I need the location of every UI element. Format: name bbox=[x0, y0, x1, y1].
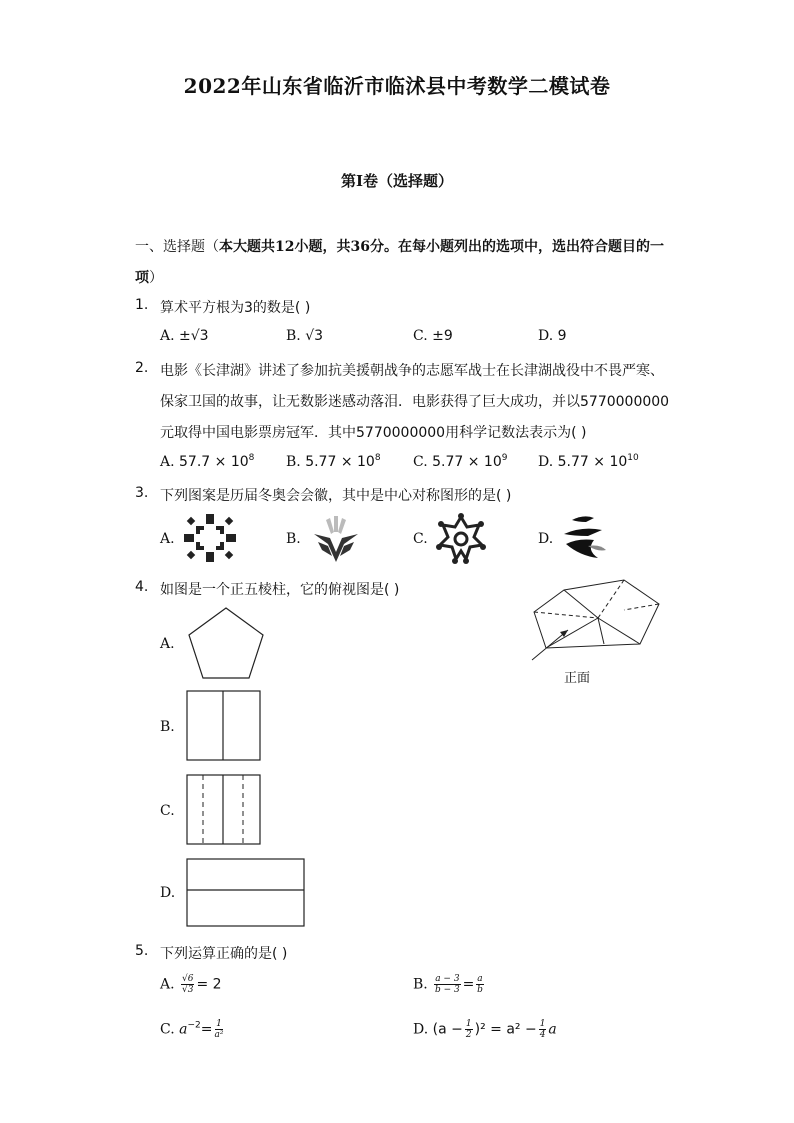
q4-option-a-label[interactable]: A. bbox=[160, 636, 175, 652]
q5-option-c[interactable] bbox=[160, 1019, 225, 1040]
q2-a-exponent: 8 bbox=[248, 453, 255, 463]
q5-number: 5. bbox=[135, 943, 149, 959]
dashed-rectangles-view-shape[interactable] bbox=[186, 774, 262, 846]
q1-d-value: 9 bbox=[557, 328, 567, 344]
q2-option-d[interactable] bbox=[538, 453, 639, 470]
q3-option-c-label[interactable]: C. bbox=[413, 531, 428, 547]
q4-number: 4. bbox=[135, 579, 149, 595]
q5-d-tail: a bbox=[548, 1021, 557, 1038]
section-bold-text: 本大题共12小题，共36分。在每小题列出的选项中，选出符合题目的一项 bbox=[135, 239, 664, 286]
q5-b-rhs-denominator: b bbox=[477, 985, 483, 995]
q2-line-1: 电影《长津湖》讲述了参加抗美援朝战争的志愿军战士在长津湖战役中不畏严寒、 bbox=[160, 363, 664, 379]
q5-c-base: a bbox=[179, 1021, 188, 1038]
q2-c-label: C. bbox=[413, 454, 428, 470]
q5-b-denominator: b − 3 bbox=[435, 985, 460, 995]
section-subtitle: 第I卷（选择题） bbox=[340, 172, 454, 190]
section-suffix: ） bbox=[149, 270, 163, 286]
q2-a-value: 57.7 × 10 bbox=[179, 454, 249, 470]
q3-text: 下列图案是历届冬奥会会徽，其中是中心对称图形的是( ) bbox=[160, 488, 512, 504]
q5-option-a[interactable] bbox=[160, 974, 222, 995]
q5-c-label: C. bbox=[160, 1021, 175, 1038]
q2-c-value: 5.77 × 10 bbox=[432, 454, 502, 470]
q3-option-b-label[interactable]: B. bbox=[286, 531, 301, 547]
front-view-label: 正面 bbox=[564, 671, 591, 686]
emblem-b-icon[interactable] bbox=[308, 512, 364, 566]
q5-b-eq: = bbox=[462, 976, 475, 993]
q2-d-label: D. bbox=[538, 454, 554, 470]
q5-text: 下列运算正确的是( ) bbox=[160, 946, 288, 962]
q5-a-denominator: √3 bbox=[182, 985, 194, 995]
q5-d-half-numerator: 1 bbox=[465, 1019, 472, 1029]
q2-option-a[interactable] bbox=[160, 453, 254, 470]
q1-c-label: C. bbox=[413, 328, 428, 344]
two-rectangles-view-shape[interactable] bbox=[186, 690, 262, 762]
q2-option-c[interactable] bbox=[413, 453, 507, 470]
q5-c-fraction bbox=[215, 1019, 224, 1040]
page-title: 2022年山东省临沂市临沭县中考数学二模试卷 bbox=[183, 74, 611, 98]
q1-a-value: ±√3 bbox=[179, 328, 209, 344]
q2-line-3: 元取得中国电影票房冠军．其中5770000000用科学记数法表示为( ) bbox=[160, 425, 587, 441]
q5-b-fraction bbox=[434, 974, 460, 995]
pentagonal-prism-figure bbox=[524, 574, 664, 666]
q5-option-b[interactable] bbox=[413, 974, 486, 995]
q1-a-label: A. bbox=[160, 328, 175, 344]
q2-b-value: 5.77 × 10 bbox=[305, 454, 375, 470]
q1-b-value: √3 bbox=[305, 328, 324, 344]
q2-line-2: 保家卫国的故事，让无数影迷感动落泪．电影获得了巨大成功，并以5770000000 bbox=[160, 394, 670, 410]
q5-a-numerator: √6 bbox=[182, 974, 194, 984]
q1-number: 1. bbox=[135, 297, 149, 313]
q4-option-b-label[interactable]: B. bbox=[160, 719, 175, 735]
q5-d-half-fraction bbox=[465, 1019, 473, 1040]
section-prefix: 一、选择题（ bbox=[135, 239, 219, 255]
q5-c-denominator: a² bbox=[214, 1030, 224, 1040]
q5-d-quarter-fraction bbox=[539, 1019, 547, 1040]
q5-d-lhs: (a − bbox=[432, 1021, 463, 1038]
q2-a-label: A. bbox=[160, 454, 175, 470]
wide-rectangles-view-shape[interactable] bbox=[186, 858, 306, 928]
q1-option-b[interactable] bbox=[286, 328, 323, 344]
q5-d-label: D. bbox=[413, 1021, 429, 1038]
emblem-a-icon[interactable] bbox=[182, 512, 238, 564]
q5-a-fraction bbox=[181, 974, 194, 995]
q5-c-numerator: 1 bbox=[216, 1019, 222, 1029]
q5-d-quarter-numerator: 1 bbox=[539, 1019, 546, 1029]
q2-number: 2. bbox=[135, 360, 149, 376]
q4-option-d-label[interactable]: D. bbox=[160, 885, 176, 901]
q1-d-label: D. bbox=[538, 328, 554, 344]
q5-d-mid: )² = a² − bbox=[474, 1021, 537, 1038]
q5-b-numerator: a − 3 bbox=[435, 974, 460, 984]
q1-c-value: ±9 bbox=[432, 328, 453, 344]
q2-c-exponent: 9 bbox=[501, 453, 508, 463]
pentagon-view-shape[interactable] bbox=[186, 606, 266, 680]
q4-text: 如图是一个正五棱柱，它的俯视图是( ) bbox=[160, 582, 400, 598]
q3-option-d-label[interactable]: D. bbox=[538, 531, 554, 547]
emblem-c-icon[interactable] bbox=[434, 511, 488, 567]
q1-option-d[interactable] bbox=[538, 328, 567, 344]
q2-b-label: B. bbox=[286, 454, 301, 470]
q5-a-rhs: = 2 bbox=[196, 976, 222, 993]
q5-c-exponent: −2 bbox=[187, 1020, 201, 1031]
q4-option-c-label[interactable]: C. bbox=[160, 803, 175, 819]
q5-b-label: B. bbox=[413, 976, 428, 993]
q2-d-value: 5.77 × 10 bbox=[557, 454, 628, 470]
q1-option-c[interactable] bbox=[413, 328, 453, 344]
emblem-d-icon[interactable] bbox=[558, 510, 612, 566]
q5-b-rhs-fraction bbox=[476, 974, 483, 995]
q3-option-a-label[interactable]: A. bbox=[160, 531, 175, 547]
q5-d-quarter-denominator: 4 bbox=[539, 1030, 546, 1040]
q5-a-label: A. bbox=[160, 976, 175, 993]
q5-d-half-denominator: 2 bbox=[465, 1030, 472, 1040]
q5-b-rhs-numerator: a bbox=[477, 974, 483, 984]
q1-b-label: B. bbox=[286, 328, 301, 344]
q2-option-b[interactable] bbox=[286, 453, 381, 470]
q1-option-a[interactable] bbox=[160, 328, 209, 344]
q2-d-exponent: 10 bbox=[627, 453, 639, 463]
q1-text: 算术平方根为3的数是( ) bbox=[160, 300, 311, 316]
q5-option-d[interactable] bbox=[413, 1019, 557, 1040]
section-heading bbox=[135, 232, 675, 294]
q2-b-exponent: 8 bbox=[374, 453, 381, 463]
q5-c-eq: = bbox=[200, 1021, 213, 1038]
q3-number: 3. bbox=[135, 485, 149, 501]
